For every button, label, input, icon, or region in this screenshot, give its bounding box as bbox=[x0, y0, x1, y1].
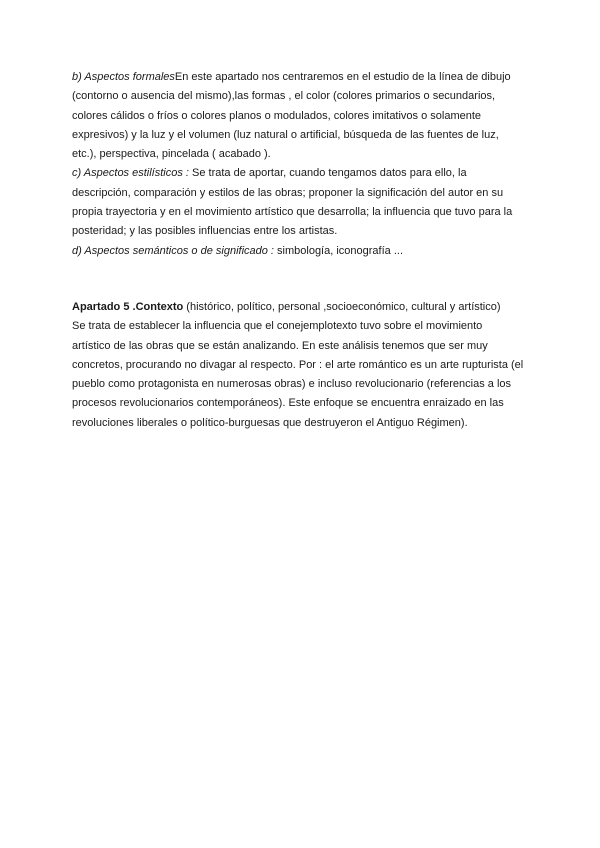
paragraph-line: expresivos) y la luz y el volumen (luz natural o artificial, búsqueda de las fuentes de luz, bbox=[72, 128, 499, 141]
paragraph-line: propia trayectoria y en el movimiento artístico que desarrolla; la influencia que tuvo para la bbox=[72, 206, 513, 219]
paragraph-line: artístico de las obras que se están analizando. En este análisis tenemos que ser muy bbox=[72, 339, 488, 352]
paragraph-line: concretos, procurando no divagar al respecto. Por : el arte romántico es un arte rupturista (el bbox=[72, 358, 524, 371]
aspect-stylistic-heading: c) Aspectos estilísticos : bbox=[72, 167, 189, 180]
aspect-formal-text: En este apartado nos centraremos en el estudio de la línea de dibujo bbox=[174, 71, 511, 83]
paragraph-line: (contorno o ausencia del mismo),las formas , el color (colores primarios o secundarios, bbox=[72, 90, 496, 103]
aspect-formal-line bbox=[72, 68, 532, 87]
aspect-semantic-heading: d) Aspectos semánticos o de significado : bbox=[72, 244, 274, 257]
paragraph-line: revoluciones liberales o político-burguesas que destruyeron el Antiguo Régimen). bbox=[72, 416, 468, 429]
aspect-semantic-line bbox=[72, 242, 532, 261]
paragraph-line: procesos revolucionarios contemporáneos). Este enfoque se encuentra enraizado en las bbox=[72, 397, 504, 410]
paragraph-line: colores cálidos o fríos o colores planos o modulados, colores imitativos o solamente bbox=[72, 109, 482, 122]
paragraph-line: etc.), perspectiva, pincelada ( acabado ). bbox=[72, 148, 271, 161]
aspect-semantic-text: simbología, iconografía ... bbox=[273, 244, 403, 257]
paragraph-line: descripción, comparación y estilos de las obras; proponer la significación del autor en su bbox=[72, 186, 504, 199]
context-section bbox=[72, 298, 532, 433]
paragraph-line: pueblo como protagonista en numerosas obras) e incluso revolucionario (referencias a los bbox=[72, 378, 512, 391]
aspects-section bbox=[72, 68, 532, 261]
aspect-stylistic-text: Se trata de aportar, cuando tengamos datos para ello, la bbox=[188, 167, 467, 180]
context-heading-subtitle: (histórico, político, personal ,socioeconómico, cultural y artístico) bbox=[183, 301, 501, 313]
context-heading: Apartado 5 .Contexto bbox=[72, 301, 184, 313]
paragraph-line: posteridad; y las posibles influencias entre los artistas. bbox=[72, 225, 338, 238]
paragraph-line: Se trata de establecer la influencia que el conejemplotexto tuvo sobre el movimiento bbox=[72, 320, 483, 333]
context-heading-line bbox=[72, 298, 532, 317]
aspect-formal-heading: b) Aspectos formales bbox=[72, 71, 175, 83]
aspect-stylistic-line bbox=[72, 164, 532, 183]
